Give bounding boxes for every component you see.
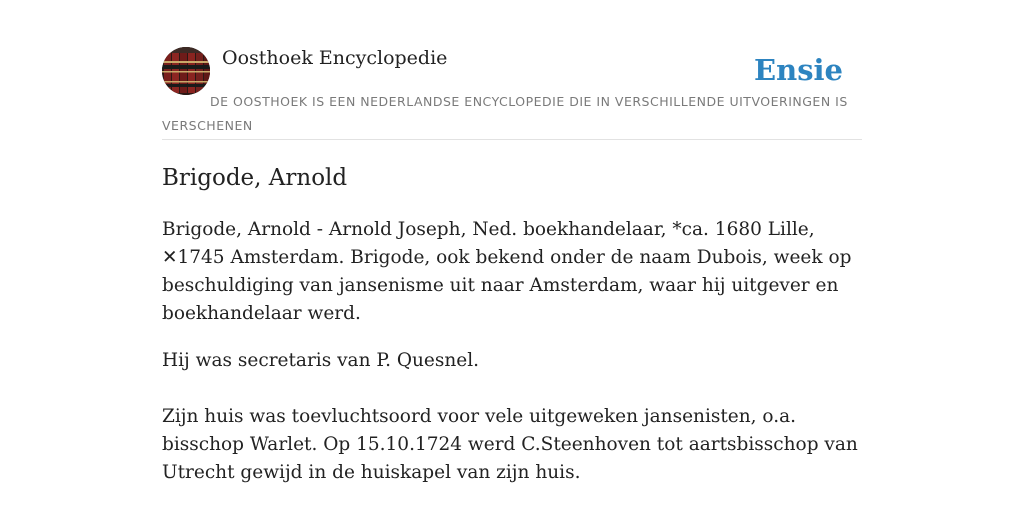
site-name[interactable]: Oosthoek Encyclopedie — [222, 47, 448, 69]
encyclopedia-books-icon[interactable] — [162, 47, 210, 95]
article-paragraph: Brigode, Arnold - Arnold Joseph, Ned. boekhandelaar, *ca. 1680 Lille, ✕1745 Amsterdam. Brigode, ook bekend onder de naam Dubois, week op beschuldiging van jansenisme uit naar Amsterdam, waar hij uitgever en boekhandelaar werd. — [162, 219, 852, 324]
article-title: Brigode, Arnold — [162, 165, 348, 191]
header-divider — [162, 139, 862, 140]
brand-logo[interactable]: Ensie — [754, 53, 843, 87]
article-paragraph: Zijn huis was toevluchtsoord voor vele uitgeweken jansenisten, o.a. bisschop Warlet. Op 15.10.1724 werd C.Steenhoven tot aartsbisschop van Utrecht gewijd in de huiskapel van zijn huis. — [162, 406, 858, 483]
article-paragraph: Hij was secretaris van P. Quesnel. — [162, 350, 480, 371]
site-tagline: DE OOSTHOEK IS EEN NEDERLANDSE ENCYCLOPEDIE DIE IN VERSCHILLENDE UITVOERINGEN IS VERSCHENEN — [162, 94, 848, 133]
article-body — [162, 216, 862, 487]
